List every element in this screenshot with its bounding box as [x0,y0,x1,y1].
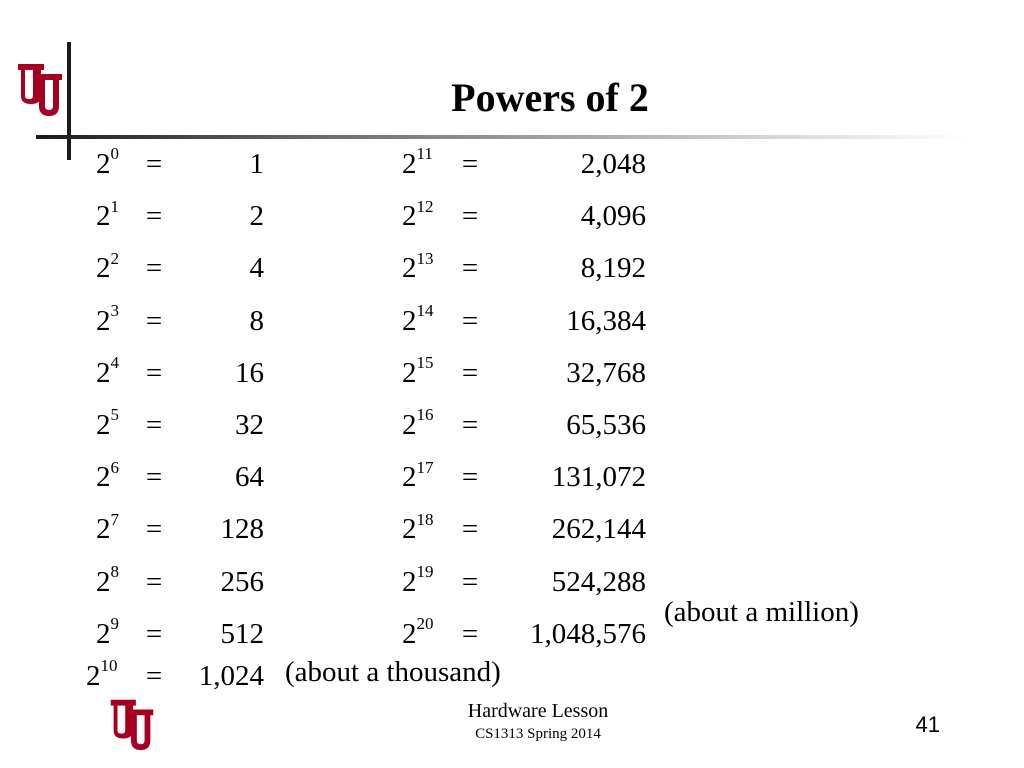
power-exponent: 4 [110,353,119,373]
power-exponent: 7 [110,509,119,529]
equals-sign: = [145,252,163,285]
power-value: 32 [235,409,264,441]
power-value: 65,536 [566,409,646,441]
right-power-row [0,248,1024,288]
power-value: 8 [249,304,264,337]
power-exponent: 20 [416,614,434,634]
power-value: 64 [235,461,264,494]
equals-sign: = [145,409,163,441]
power-value: 2 [249,200,264,233]
right-power-row [0,301,1024,341]
power-value: 1 [249,148,264,180]
right-power-row [0,457,1024,497]
power-expression [402,457,434,497]
power-base: 2 [96,148,111,180]
power-base: 2 [96,565,111,598]
power-value: 131,072 [551,461,646,494]
power-value: 4,096 [580,200,646,233]
equals-sign: = [461,252,479,285]
right-power-row [0,196,1024,236]
note-about-million: (about a million) [664,596,859,628]
power-exponent: 9 [110,614,119,634]
power-base: 2 [86,660,101,692]
power-exponent: 2 [110,248,119,268]
power-exponent: 10 [100,656,118,676]
right-power-row [0,405,1024,445]
power-exponent: 18 [416,509,434,529]
equals-sign: = [145,461,163,494]
power-expression [402,405,434,445]
power-value: 262,144 [551,513,646,546]
power-value: 4 [249,252,264,285]
power-exponent: 15 [416,353,434,373]
equals-sign: = [145,356,163,389]
equals-sign: = [145,200,163,233]
power-base: 2 [402,148,417,180]
power-exponent: 17 [416,457,434,477]
right-power-row [0,614,1024,654]
power-base: 2 [402,461,417,494]
power-expression [402,509,434,549]
power-expression [402,144,433,184]
power-value: 524,288 [551,565,646,598]
power-exponent: 14 [416,300,434,320]
slide-title: Powers of 2 [451,75,649,120]
power-value: 512 [220,617,264,650]
power-exponent: 1 [110,196,119,216]
power-expression [402,196,434,236]
power-exponent: 16 [416,405,434,425]
power-expression [402,248,434,288]
power-base: 2 [402,304,417,337]
equals-sign: = [461,513,479,546]
power-base: 2 [96,461,111,494]
footer-course: CS1313 Spring 2014 [475,726,601,742]
equals-sign: = [461,148,479,180]
title-rule-horizontal [36,135,970,139]
power-value: 32,768 [566,356,646,389]
equals-sign: = [461,565,479,598]
power-expression [402,301,434,341]
power-base: 2 [402,356,417,389]
power-value: 16 [235,356,264,389]
power-expression [402,353,434,393]
power-value: 1,048,576 [530,617,646,650]
power-base: 2 [402,409,417,441]
equals-sign: = [145,148,163,180]
ou-logo-top [16,58,64,118]
power-value: 1,024 [198,660,264,692]
power-base: 2 [96,513,111,546]
power-value: 256 [220,565,264,598]
equals-sign: = [145,513,163,546]
equals-sign: = [145,660,163,692]
power-expression [402,614,434,654]
power-exponent: 11 [416,144,433,164]
power-base: 2 [402,252,417,285]
power-base: 2 [402,565,417,598]
power-exponent: 6 [110,457,119,477]
power-base: 2 [96,356,111,389]
equals-sign: = [461,461,479,494]
equals-sign: = [145,304,163,337]
power-exponent: 0 [110,144,119,164]
equals-sign: = [145,565,163,598]
power-exponent: 8 [110,561,119,581]
power-value: 16,384 [566,304,646,337]
power-expression [86,656,118,696]
right-power-row [0,353,1024,393]
power-value: 8,192 [580,252,646,285]
power-value: 2,048 [580,148,646,180]
power-base: 2 [96,304,111,337]
title-rule-vertical [67,42,71,160]
power-base: 2 [96,200,111,233]
right-power-row [0,509,1024,549]
power-exponent: 19 [416,561,434,581]
power-base: 2 [402,200,417,233]
note-about-thousand: (about a thousand) [285,656,501,688]
power-exponent: 13 [416,248,434,268]
right-power-row [0,144,1024,184]
power-exponent: 12 [416,196,434,216]
power-exponent: 5 [110,405,119,425]
left-power-row [0,656,1024,696]
power-value: 128 [220,513,264,546]
equals-sign: = [145,617,163,650]
power-base: 2 [96,252,111,285]
power-exponent: 3 [110,300,119,320]
power-expression [402,562,434,602]
power-base: 2 [402,617,417,650]
power-base: 2 [96,409,111,441]
equals-sign: = [461,356,479,389]
equals-sign: = [461,200,479,233]
equals-sign: = [461,617,479,650]
equals-sign: = [461,304,479,337]
power-base: 2 [96,617,111,650]
ou-logo-bottom [108,694,156,752]
right-power-row [0,562,1024,602]
page-number: 41 [915,712,940,737]
equals-sign: = [461,409,479,441]
footer-lesson: Hardware Lesson [467,700,609,722]
power-base: 2 [402,513,417,546]
